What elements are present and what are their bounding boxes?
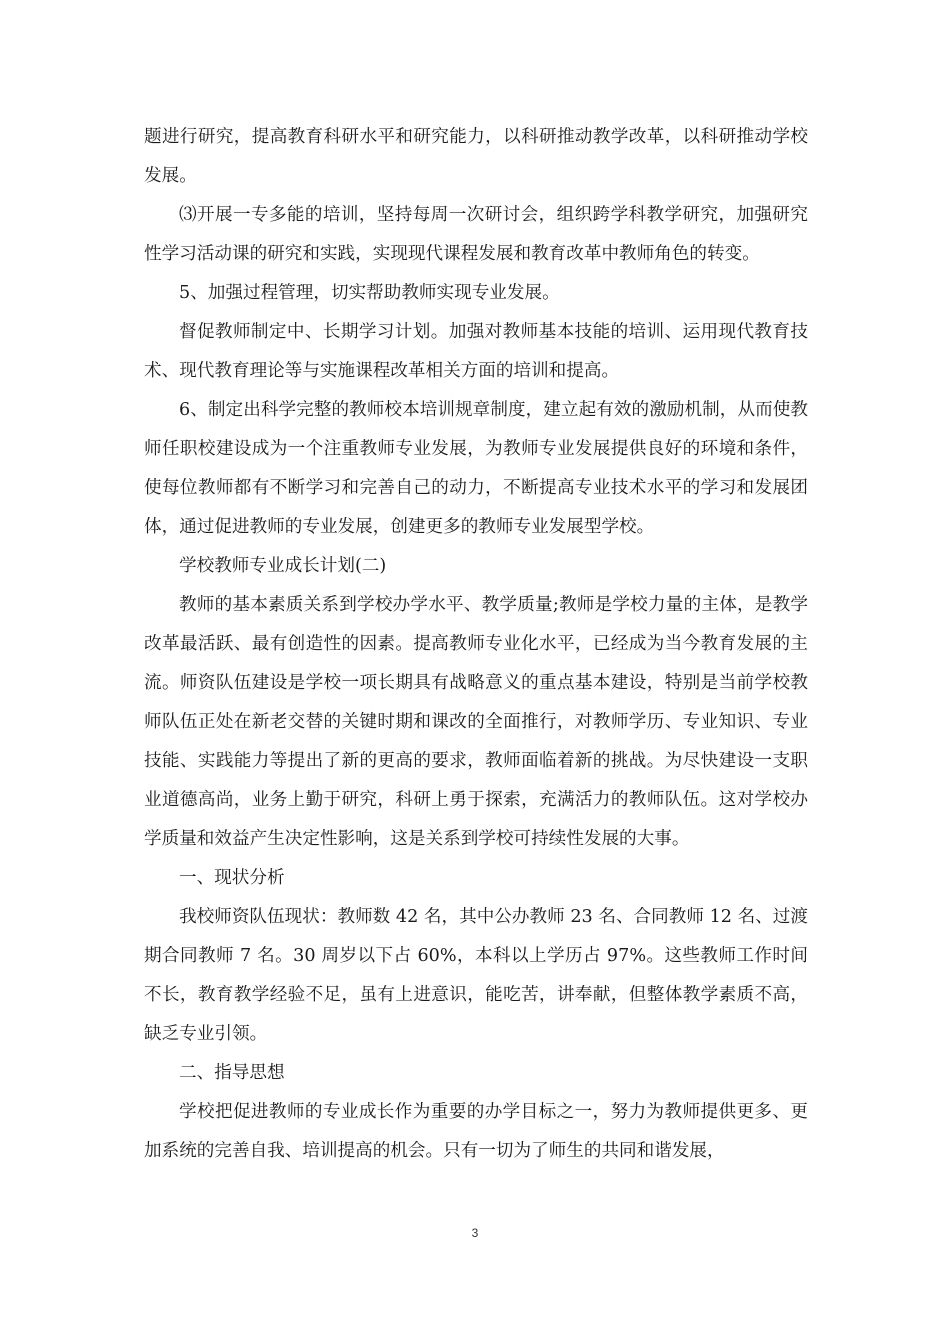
document-body bbox=[144, 118, 808, 1171]
section-heading-guiding-ideology: 二、指导思想 bbox=[179, 1063, 285, 1083]
paragraph-11: 学校把促进教师的专业成长作为重要的办学目标之一，努力为教师提供更多、更加系统的完善自我、培训提高的机会。只有一切为了师生的共同和谐发展， bbox=[144, 1102, 808, 1161]
paragraph-7: 教师的基本素质关系到学校办学水平、教学质量;教师是学校力量的主体，是教学改革最活跃、最有创造性的因素。提高教师专业化水平，已经成为当今教育发展的主流。师资队伍建设是学校一项长期具有战略意义的重点基本建设，特别是当前学校教师队伍正处在新老交替的关键时期和课改的全面推行，对教师学历、专业知识、专业技能、实践能力等提出了新的更高的要求，教师面临着新的挑战。为尽快建设一支职业道德高尚，业务上勤于研究，科研上勇于探索，充满活力的教师队伍。这对学校办学质量和效益产生决定性影响，这是关系到学校可持续性发展的大事。 bbox=[144, 595, 808, 849]
page-number: 3 bbox=[471, 1226, 479, 1240]
paragraph-4: 督促教师制定中、长期学习计划。加强对教师基本技能的培训、运用现代教育技术、现代教育理论等与实施课程改革相关方面的培训和提高。 bbox=[144, 322, 808, 381]
paragraph-2: ⑶开展一专多能的培训，坚持每周一次研讨会，组织跨学科教学研究，加强研究性学习活动课的研究和实践，实现现代课程发展和教育改革中教师角色的转变。 bbox=[144, 205, 808, 264]
paragraph-1: 题进行研究，提高教育科研水平和研究能力，以科研推动教学改革，以科研推动学校发展。 bbox=[144, 127, 808, 186]
paragraph-3: 5、加强过程管理，切实帮助教师实现专业发展。 bbox=[179, 283, 560, 303]
paragraph-5: 6、制定出科学完整的教师校本培训规章制度，建立起有效的激励机制，从而使教师任职校建设成为一个注重教师专业发展，为教师专业发展提供良好的环境和条件，使每位教师都有不断学习和完善自己的动力，不断提高专业技术水平的学习和发展团体，通过促进教师的专业发展，创建更多的教师专业发展型学校。 bbox=[144, 400, 808, 537]
section-heading-status-analysis: 一、现状分析 bbox=[179, 868, 285, 888]
paragraph-9: 我校师资队伍现状：教师数 42 名，其中公办教师 23 名、合同教师 12 名、过渡期合同教师 7 名。30 周岁以下占 60%，本科以上学历占 97%。这些教师工作时间不长，教育教学经验不足，虽有上进意识，能吃苦，讲奉献，但整体教学素质不高，缺乏专业引领。 bbox=[144, 907, 808, 1044]
section-heading-plan-two: 学校教师专业成长计划(二) bbox=[179, 556, 387, 576]
